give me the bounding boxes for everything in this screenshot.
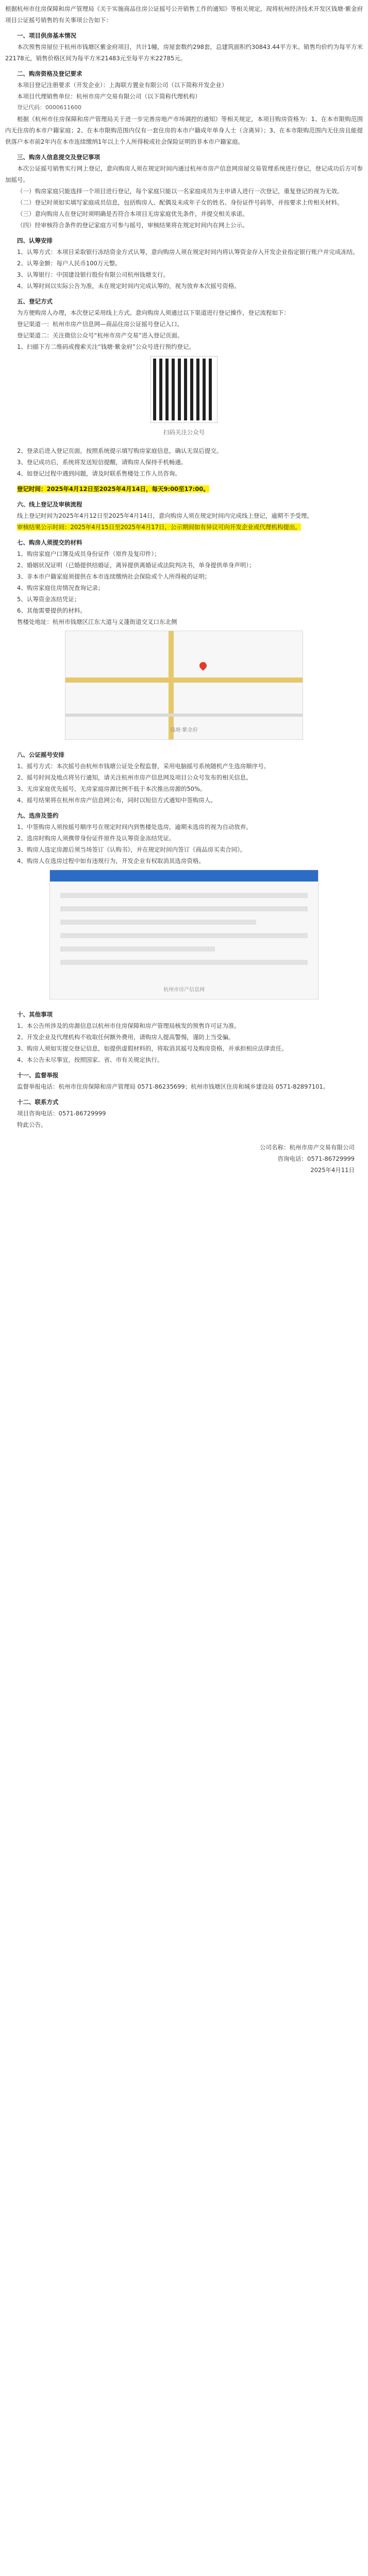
website-screenshot-image	[49, 870, 319, 999]
section-heading: 十二、联系方式	[17, 1098, 59, 1106]
paragraph: 本项目登记注册要求（开发企业）：上海联方置业有限公司（以下简称开发企业）	[17, 81, 228, 89]
section-heading: 二、购房资格及登记要求	[17, 70, 82, 77]
section-heading: 九、选房及签约	[17, 812, 59, 819]
section-heading: 四、认筹安排	[17, 237, 53, 244]
highlighted-text: 登记时间：2025年4月12日至2025年4月14日，每天9:00至17:00。	[17, 485, 209, 493]
paragraph: 1、中签购房人须按摇号顺序号在规定时间内到售楼处选房，逾期未选房的视为自动放弃。	[17, 823, 252, 831]
paragraph: 4、认筹时间以实际公告为准，未在规定时间内完成认筹的，视为放弃本次摇号资格。	[17, 282, 240, 290]
paragraph: 登记代码：0000611600	[17, 104, 81, 111]
paragraph: 线上登记时间为2025年4月12日至2025年4月14日，意向购房人须在规定时间内完成线上登记，逾期不予受理。	[17, 512, 313, 519]
paragraph: 2、选房时购房人须携带身份证件原件及认筹资金冻结凭证。	[17, 835, 175, 842]
location-map-image	[65, 631, 303, 740]
paragraph	[5, 521, 363, 533]
announcement-document	[0, 0, 368, 1176]
paragraph: 4、本公告未尽事宜，按照国家、省、市有关规定执行。	[17, 1056, 163, 1063]
paragraph: 根据《杭州市住房保障和房产管理局关于进一步完善房地产市场调控的通知》等相关规定，本项目购房资格为：1、在本市限购范围内无住房的本市户籍家庭；2、在本市限购范围内仅有一套住房的本市户籍成年单身人士（含离异）；3、在本市限购范围内无住房且能提供落户本市前2年内在本市连续缴纳1年以上个人所得税或社会保险证明的非本市户籍家庭。	[5, 115, 363, 145]
paragraph: 登记渠道二：关注微信公众号“杭州市房产交易”进入登记页面。	[17, 332, 183, 339]
paragraph: 6、其他需要提供的材料。	[17, 607, 86, 614]
paragraph: （一）购房家庭只能选择一个项目进行登记，每个家庭只能以一名家庭成员为主申请人进行一次登记，重复登记的视为无效。	[17, 188, 343, 195]
paragraph: 3、购房人选定房源后须当场签订《认购书》，并在规定时间内签订《商品房买卖合同》。	[17, 846, 246, 853]
paragraph: 特此公告。	[17, 1121, 47, 1128]
paragraph: 3、认筹银行：中国建设银行股份有限公司杭州钱塘支行。	[17, 271, 169, 278]
signature-phone: 咨询电话：0571-86729999	[277, 1155, 355, 1162]
qr-code-image	[151, 357, 217, 422]
paragraph: 监督举报电话：杭州市住房保障和房产管理局 0571-86235699；杭州市钱塘区住房和城乡建设局 0571-82897101。	[17, 1083, 329, 1090]
website-caption: 杭州市房产信息网	[163, 987, 205, 993]
paragraph: （二）登记时须如实填写家庭成员信息，包括购房人、配偶及未成年子女的姓名、身份证件号码等，并按要求上传相关材料。	[17, 199, 343, 206]
paragraph: （三）意向购房人在登记时须明确是否符合本项目无房家庭优先条件，并提交相关承诺。	[17, 210, 248, 217]
highlighted-text: 审核结果公示时间：2025年4月15日至2025年4月17日，公示期间如有异议可向开发企业或代理机构提出。	[17, 523, 301, 531]
paragraph: 登记渠道一：杭州市房产信息网—商品住房公证摇号登记入口。	[17, 320, 183, 328]
paragraph: 2、摇号时间及地点将另行通知，请关注杭州市房产信息网及项目公众号发布的相关信息。	[17, 774, 252, 781]
paragraph: 项目咨询电话：0571-86729999	[17, 1110, 106, 1117]
paragraph: 售楼处地址：杭州市钱塘区江东大道与义蓬街道交叉口东北侧	[17, 618, 177, 625]
signature-date: 2025年4月11日	[310, 1166, 355, 1174]
map-pin-icon	[198, 660, 208, 671]
section-heading: 六、线上登记及审核流程	[17, 501, 82, 508]
paragraph: 为方便购房人办理，本次登记采用线上方式。意向购房人须通过以下渠道进行登记操作，登记流程如下：	[17, 309, 290, 316]
section-heading: 十一、监督举报	[17, 1072, 59, 1079]
section-heading: 五、登记方式	[17, 298, 53, 305]
paragraph: 根据杭州市住房保障和房产管理局《关于实施商品住房公证摇号公开销售工作的通知》等相关规定，现将杭州经济技术开发区钱塘·紫金府项目公证摇号销售的有关事项公告如下：	[5, 5, 363, 24]
section-other	[5, 1005, 363, 1130]
paragraph: 本次预售房屋位于杭州市钱塘区紫金府项目，共计1幢，房屋套数约298套，总建筑面积约30843.44平方米。销售均价约为每平方米22178元，销售价格区间为每平方米21483元至每平方米22785元。	[5, 43, 363, 62]
map-caption: 钱塘·紫金府	[170, 727, 198, 733]
paragraph: 2、婚姻状况证明（已婚提供结婚证，离异提供离婚证或法院判决书，单身提供单身声明）；	[17, 562, 255, 569]
paragraph: 4、如登记过程中遇到问题，请及时联系售楼处工作人员咨询。	[17, 470, 181, 477]
paragraph: 1、本公告所涉及的房源信息以杭州市住房保障和房产管理局核发的预售许可证为准。	[17, 1022, 240, 1029]
section-heading: 七、购房人须提交的材料	[17, 539, 82, 546]
paragraph: 1、摇号方式：本次摇号由杭州市钱塘公证处全程监督，采用电脑摇号系统随机产生选房顺序号。	[17, 762, 270, 770]
section-heading: 八、公证摇号安排	[17, 751, 64, 758]
section-heading	[5, 483, 363, 495]
paragraph: 1、扫描下方二维码或搜索关注“钱塘·紫金府”公众号进行预约登记。	[17, 343, 195, 350]
paragraph: 3、无房家庭优先摇号，无房家庭房源比例不低于本次推出房源的50%。	[17, 785, 206, 792]
paragraph: 1、购房家庭户口簿及成员身份证件（原件及复印件）；	[17, 550, 160, 557]
section-heading: 三、购房人信息提交及登记事项	[17, 154, 100, 161]
qr-code-caption: 扫码关注公众号	[163, 429, 205, 436]
paragraph: 4、购房人在选房过程中如有违规行为，开发企业有权取消其选房资格。	[17, 857, 205, 865]
paragraph: 5、认筹资金冻结凭证；	[17, 596, 80, 603]
signature-company: 公司名称：杭州市房产交易有限公司	[260, 1144, 355, 1151]
paragraph: 2、开发企业及代理机构不收取任何额外费用，请购房人提高警惕，谨防上当受骗。	[17, 1033, 235, 1041]
paragraph: 本次公证摇号销售实行网上登记，意向购房人须在规定时间内通过杭州市房产信息网房屋交易管理系统进行登记，登记成功后方可参加摇号。	[5, 165, 363, 183]
paragraph: 本项目代理销售单位：杭州市房产交易有限公司（以下简称代理机构）	[17, 93, 201, 100]
paragraph: 4、摇号结果将在杭州市房产信息网公布，同时以短信方式通知中签购房人。	[17, 796, 216, 804]
paragraph: 1、认筹方式：本项目采取银行冻结资金方式认筹，意向购房人须在规定时间内将认筹资金存入开发企业指定银行账户并完成冻结。	[17, 248, 359, 256]
paragraph: 4、购房家庭住房情况查询记录；	[17, 584, 104, 591]
section-lottery	[5, 745, 363, 867]
paragraph: （四）经审核符合条件的登记家庭方可参与摇号，审核结果将在规定时间内在网上公示。	[17, 222, 248, 229]
section-registration	[5, 445, 363, 628]
section-heading: 十、其他事项	[17, 1011, 53, 1018]
paragraph: 2、认筹金额：每户人民币100万元整。	[17, 260, 121, 267]
section-heading: 一、项目供房基本情况	[17, 32, 76, 39]
paragraph: 2、登录后进入登记页面，按照系统提示填写购房家庭信息，确认无误后提交。	[17, 447, 223, 454]
paragraph: 3、登记成功后，系统将发送短信提醒，请购房人保持手机畅通。	[17, 459, 187, 466]
section-intro	[5, 3, 363, 352]
paragraph: 3、购房人须如实提交登记信息，如提供虚假材料的，将取消其摇号及购房资格，并承担相应法律责任。	[17, 1045, 288, 1052]
paragraph: 3、非本市户籍家庭须提供在本市连续缴纳社会保险或个人所得税的证明；	[17, 573, 211, 580]
